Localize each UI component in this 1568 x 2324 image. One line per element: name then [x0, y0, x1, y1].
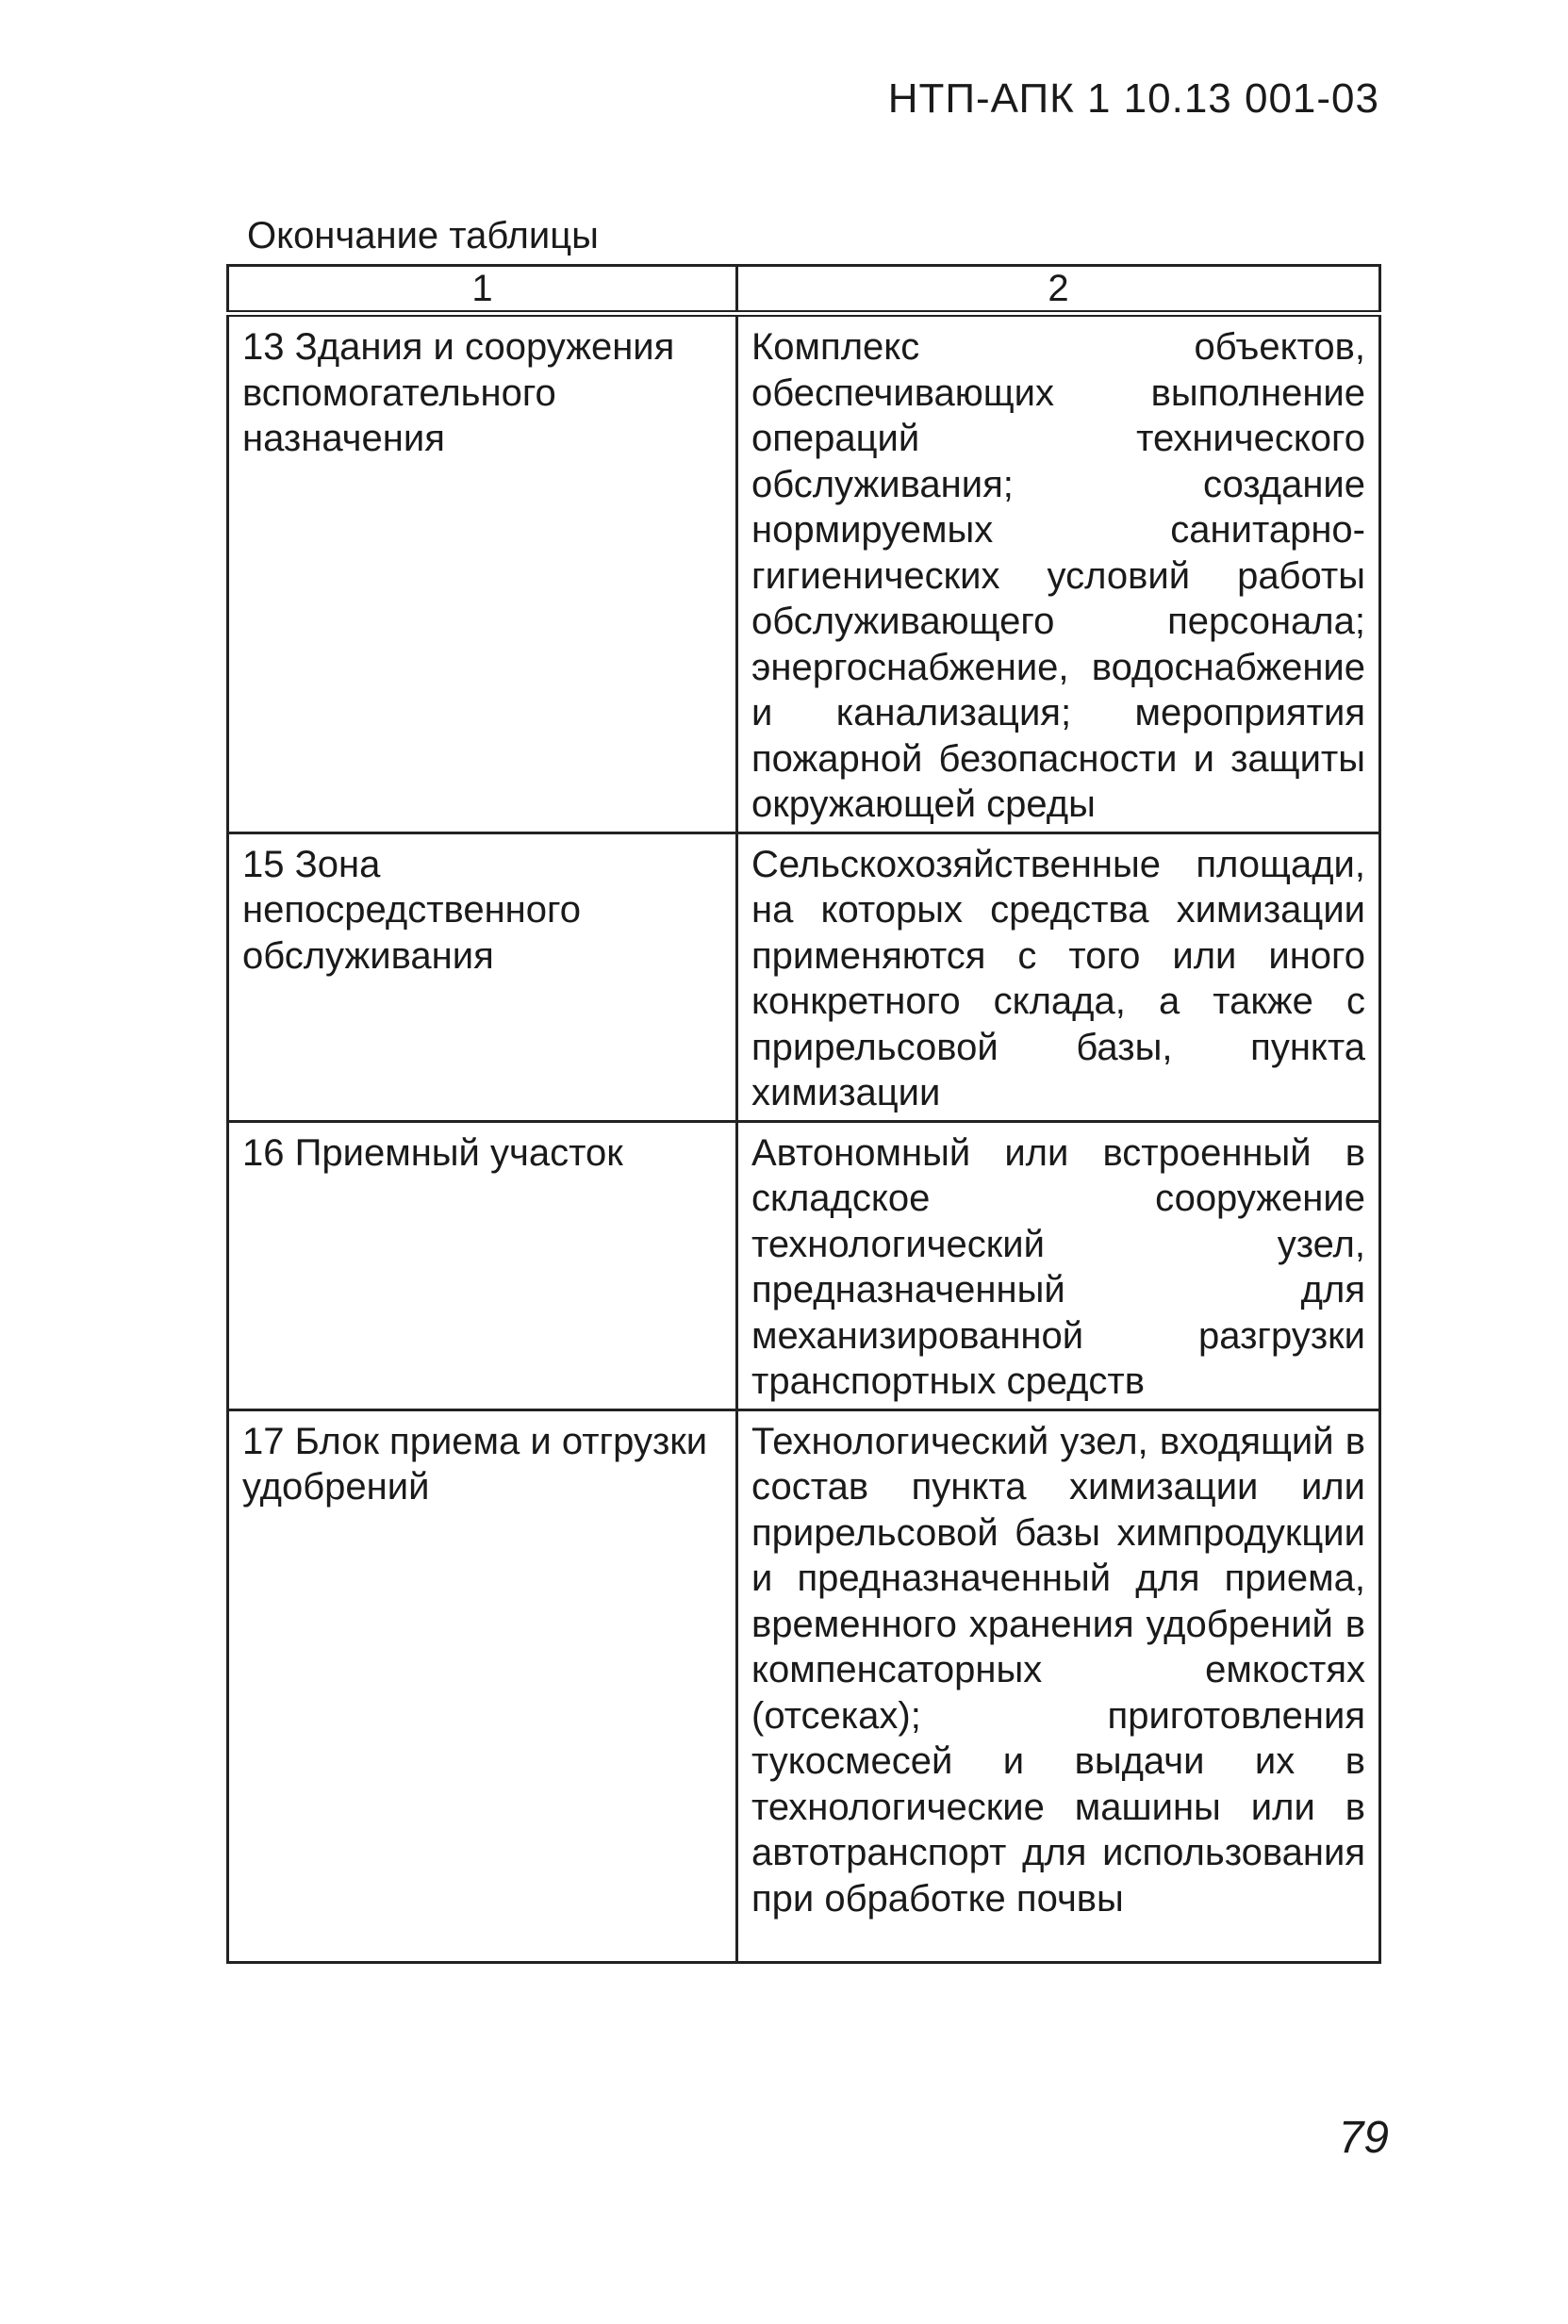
definition-cell: Автономный или встроенный в складское сооружение технологический узел, предназначенный для механизированной разгрузки транспортных средств: [737, 1121, 1380, 1409]
definitions-table: [226, 264, 1381, 1964]
term-text: 17 Блок приема и отгрузки удобрений: [242, 1420, 708, 1508]
term-text: 13 Здания и сооружения вспомогательного назначения: [242, 326, 675, 459]
term-cell: [228, 1121, 737, 1409]
table-row: [228, 1409, 1380, 1962]
page-number: 79: [1338, 2113, 1389, 2163]
table-body: [228, 314, 1380, 1963]
table-row: [228, 314, 1380, 833]
term-cell: [228, 832, 737, 1121]
table-row: [228, 1121, 1380, 1409]
column-header-1: 1: [228, 266, 737, 314]
term-text: 15 Зона непосредственного обслуживания: [242, 843, 581, 977]
table-header: [228, 266, 1380, 314]
document-code: НТП-АПК 1 10.13 001-03: [887, 75, 1379, 122]
term-text: 16 Приемный участок: [242, 1131, 623, 1174]
table-row: [228, 832, 1380, 1121]
term-cell: [228, 314, 737, 833]
table-caption: Окончание таблицы: [247, 215, 599, 256]
definition-cell: Комплекс объектов, обеспечивающих выполнение операций технического обслуживания; создание нормируемых санитарно-гигиенических условий работы обслуживающего персонала; энергоснабжение, водоснабжение и канализация; мероприятия пожарной безопасности и защиты окружающей среды: [737, 314, 1380, 833]
definition-cell: Сельскохозяйственные площади, на которых средства химизации применяются с того или иного конкретного склада, а также с прирельсовой базы, пункта химизации: [737, 832, 1380, 1121]
definition-cell: Технологический узел, входящий в состав пункта химизации или прирельсовой базы химпродукции и предназначенный для приема, временного хранения удобрений в компенсаторных емкостях (отсеках); приготовления тукосмесей и выдачи их в технологические машины или в автотранспорт для использования при обработке почвы: [737, 1409, 1380, 1962]
table-header-row: [228, 266, 1380, 314]
term-cell: [228, 1409, 737, 1962]
column-header-2: 2: [737, 266, 1380, 314]
